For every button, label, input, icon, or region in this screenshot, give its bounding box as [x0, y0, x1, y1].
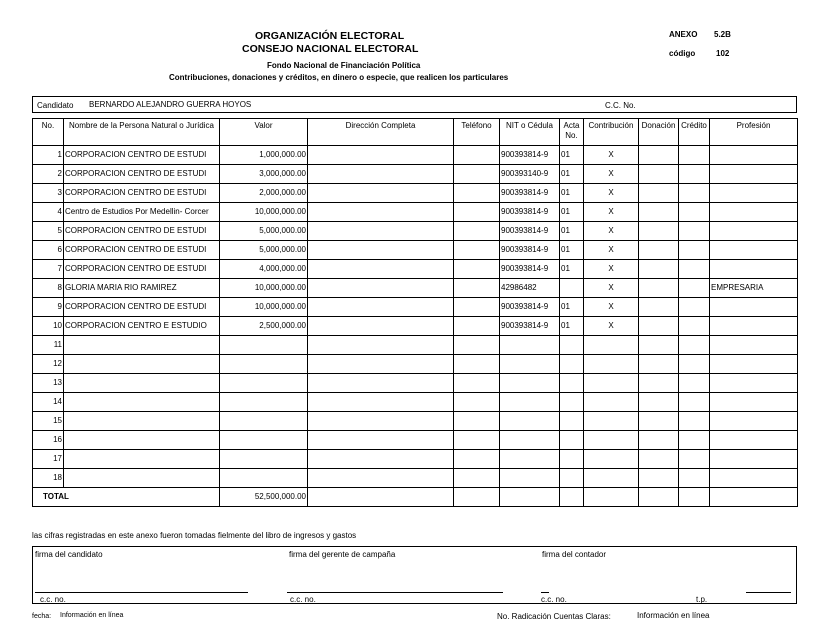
- phone: [454, 146, 500, 165]
- phone: [454, 374, 500, 393]
- donation-mark: [639, 146, 679, 165]
- address: [308, 279, 454, 298]
- address: [308, 393, 454, 412]
- profession: [710, 241, 798, 260]
- contribution-mark: X: [584, 222, 639, 241]
- nit: [500, 393, 560, 412]
- donation-mark: [639, 412, 679, 431]
- contribution-mark: X: [584, 279, 639, 298]
- codigo-value: 102: [716, 49, 730, 58]
- col-header: Profesión: [710, 119, 798, 146]
- credit-mark: [679, 393, 710, 412]
- donor-name: GLORIA MARIA RIO RAMIREZ: [64, 279, 220, 298]
- profession: [710, 165, 798, 184]
- donation-mark: [639, 393, 679, 412]
- row-number: 12: [33, 355, 64, 374]
- donation-mark: [639, 317, 679, 336]
- donation-mark: [639, 222, 679, 241]
- credit-mark: [679, 184, 710, 203]
- amount: [220, 355, 308, 374]
- credit-mark: [679, 355, 710, 374]
- donor-name: [64, 450, 220, 469]
- donor-name: [64, 431, 220, 450]
- profession: [710, 469, 798, 488]
- sig-line-candidate: [35, 592, 248, 593]
- fecha-value: Información en línea: [60, 612, 124, 619]
- donation-mark: [639, 469, 679, 488]
- amount: 2,000,000.00: [220, 184, 308, 203]
- donation-mark: [639, 203, 679, 222]
- contribution-mark: X: [584, 298, 639, 317]
- address: [308, 431, 454, 450]
- phone: [454, 241, 500, 260]
- nit: [500, 431, 560, 450]
- sig-line-tp: [746, 592, 791, 593]
- row-number: 9: [33, 298, 64, 317]
- cc-candidate: c.c. no.: [40, 595, 66, 604]
- nit: 900393814-9: [500, 203, 560, 222]
- nit: [500, 374, 560, 393]
- address: [308, 317, 454, 336]
- address: [308, 298, 454, 317]
- acta-no: 01: [560, 165, 584, 184]
- anexo-value: 5.2B: [714, 30, 731, 39]
- table-row: [33, 279, 798, 298]
- table-row: [33, 412, 798, 431]
- donor-name: CORPORACION CENTRO DE ESTUDI: [64, 260, 220, 279]
- table-row: [33, 298, 798, 317]
- nit: [500, 355, 560, 374]
- candidate-label: Candidato: [37, 101, 74, 110]
- profession: [710, 393, 798, 412]
- donor-name: CORPORACION CENTRO DE ESTUDI: [64, 165, 220, 184]
- nit: 900393814-9: [500, 317, 560, 336]
- profession: [710, 412, 798, 431]
- credit-mark: [679, 279, 710, 298]
- donation-mark: [639, 336, 679, 355]
- acta-no: [560, 412, 584, 431]
- donor-name: [64, 393, 220, 412]
- phone: [454, 260, 500, 279]
- acta-no: 01: [560, 184, 584, 203]
- signature-box: [32, 546, 797, 604]
- acta-no: 01: [560, 317, 584, 336]
- form-subtitle: Contribuciones, donaciones y créditos, en dinero o especie, que realicen los particulares: [169, 73, 509, 82]
- row-number: 10: [33, 317, 64, 336]
- credit-mark: [679, 431, 710, 450]
- profession: [710, 450, 798, 469]
- anexo-label: ANEXO: [669, 30, 698, 39]
- contribution-mark: [584, 355, 639, 374]
- profession: [710, 374, 798, 393]
- codigo-label: código: [669, 49, 696, 58]
- credit-mark: [679, 469, 710, 488]
- sig-candidate-label: firma del candidato: [35, 550, 103, 559]
- address: [308, 184, 454, 203]
- acta-no: 01: [560, 241, 584, 260]
- amount: 4,000,000.00: [220, 260, 308, 279]
- contributions-table: [32, 118, 798, 507]
- address: [308, 260, 454, 279]
- credit-mark: [679, 412, 710, 431]
- total-label: TOTAL: [33, 488, 220, 507]
- profession: EMPRESARIA: [710, 279, 798, 298]
- nit: 900393814-9: [500, 184, 560, 203]
- profession: [710, 298, 798, 317]
- donor-name: CORPORACION CENTRO DE ESTUDI: [64, 184, 220, 203]
- col-header: Donación: [639, 119, 679, 146]
- phone: [454, 450, 500, 469]
- credit-mark: [679, 222, 710, 241]
- credit-mark: [679, 260, 710, 279]
- address: [308, 241, 454, 260]
- col-header: Contribución: [584, 119, 639, 146]
- row-number: 1: [33, 146, 64, 165]
- amount: [220, 450, 308, 469]
- donor-name: [64, 412, 220, 431]
- acta-no: [560, 393, 584, 412]
- acta-no: [560, 469, 584, 488]
- contribution-mark: [584, 374, 639, 393]
- phone: [454, 393, 500, 412]
- donation-mark: [639, 374, 679, 393]
- amount: 2,500,000.00: [220, 317, 308, 336]
- donor-name: CORPORACION CENTRO DE ESTUDI: [64, 222, 220, 241]
- nit: 900393814-9: [500, 260, 560, 279]
- table-row: [33, 222, 798, 241]
- row-number: 13: [33, 374, 64, 393]
- table-row: [33, 450, 798, 469]
- tp-label: t.p.: [696, 595, 708, 604]
- credit-mark: [679, 336, 710, 355]
- donation-mark: [639, 355, 679, 374]
- profession: [710, 203, 798, 222]
- acta-no: [560, 279, 584, 298]
- donation-mark: [639, 450, 679, 469]
- credit-mark: [679, 450, 710, 469]
- donor-name: CORPORACION CENTRO DE ESTUDI: [64, 146, 220, 165]
- cc-manager: c.c. no.: [290, 595, 316, 604]
- row-number: 7: [33, 260, 64, 279]
- col-header: NIT o Cédula: [500, 119, 560, 146]
- address: [308, 146, 454, 165]
- donor-name: Centro de Estudios Por Medellin- Corcer: [64, 203, 220, 222]
- contribution-mark: [584, 469, 639, 488]
- acta-no: 01: [560, 203, 584, 222]
- phone: [454, 355, 500, 374]
- credit-mark: [679, 203, 710, 222]
- row-number: 15: [33, 412, 64, 431]
- phone: [454, 279, 500, 298]
- nit: 900393814-9: [500, 298, 560, 317]
- donor-name: [64, 336, 220, 355]
- sig-accountant-label: firma del contador: [542, 550, 607, 559]
- nit: 42986482: [500, 279, 560, 298]
- cc-accountant: c.c. no.: [541, 595, 567, 604]
- donor-name: [64, 469, 220, 488]
- contribution-mark: X: [584, 203, 639, 222]
- nit: [500, 336, 560, 355]
- table-row: [33, 260, 798, 279]
- table-row: [33, 374, 798, 393]
- table-row: [33, 241, 798, 260]
- table-row: [33, 431, 798, 450]
- profession: [710, 146, 798, 165]
- fund-title: Fondo Nacional de Financiación Política: [267, 61, 421, 70]
- acta-no: [560, 431, 584, 450]
- contribution-mark: [584, 412, 639, 431]
- amount: 10,000,000.00: [220, 279, 308, 298]
- table-row: [33, 203, 798, 222]
- profession: [710, 336, 798, 355]
- address: [308, 412, 454, 431]
- candidate-box: [32, 96, 797, 113]
- donor-name: [64, 355, 220, 374]
- address: [308, 374, 454, 393]
- phone: [454, 165, 500, 184]
- phone: [454, 203, 500, 222]
- row-number: 3: [33, 184, 64, 203]
- phone: [454, 222, 500, 241]
- amount: 1,000,000.00: [220, 146, 308, 165]
- amount: [220, 336, 308, 355]
- nit: [500, 412, 560, 431]
- sig-manager-label: firma del gerente de campaña: [289, 550, 396, 559]
- credit-mark: [679, 146, 710, 165]
- phone: [454, 431, 500, 450]
- table-row: [33, 336, 798, 355]
- amount: [220, 374, 308, 393]
- acta-no: [560, 450, 584, 469]
- acta-no: 01: [560, 222, 584, 241]
- phone: [454, 298, 500, 317]
- address: [308, 450, 454, 469]
- credit-mark: [679, 241, 710, 260]
- amount: 3,000,000.00: [220, 165, 308, 184]
- sig-line-accountant: [541, 592, 549, 593]
- phone: [454, 336, 500, 355]
- profession: [710, 431, 798, 450]
- fecha-label: fecha:: [32, 613, 52, 620]
- contribution-mark: X: [584, 146, 639, 165]
- nit: 900393814-9: [500, 241, 560, 260]
- contribution-mark: X: [584, 165, 639, 184]
- acta-no: [560, 355, 584, 374]
- row-number: 2: [33, 165, 64, 184]
- ledger-note: las cifras registradas en este anexo fueron tomadas fielmente del libro de ingresos y gastos: [32, 531, 357, 540]
- nit: [500, 450, 560, 469]
- acta-no: 01: [560, 146, 584, 165]
- donor-name: [64, 374, 220, 393]
- col-header: Nombre de la Persona Natural o Jurídica: [64, 119, 220, 146]
- donation-mark: [639, 260, 679, 279]
- contribution-mark: X: [584, 241, 639, 260]
- row-number: 18: [33, 469, 64, 488]
- table-row: [33, 393, 798, 412]
- phone: [454, 412, 500, 431]
- contribution-mark: [584, 393, 639, 412]
- donation-mark: [639, 241, 679, 260]
- donor-name: CORPORACION CENTRO E ESTUDIO: [64, 317, 220, 336]
- donation-mark: [639, 184, 679, 203]
- row-number: 8: [33, 279, 64, 298]
- col-header: No.: [33, 119, 64, 146]
- table-row: [33, 146, 798, 165]
- donor-name: CORPORACION CENTRO DE ESTUDI: [64, 241, 220, 260]
- acta-no: 01: [560, 298, 584, 317]
- amount: 5,000,000.00: [220, 241, 308, 260]
- cc-label: C.C. No.: [605, 101, 636, 110]
- contribution-mark: [584, 450, 639, 469]
- amount: [220, 393, 308, 412]
- contribution-mark: [584, 431, 639, 450]
- nit: 900393814-9: [500, 146, 560, 165]
- contribution-mark: X: [584, 184, 639, 203]
- col-header: Crédito: [679, 119, 710, 146]
- amount: 10,000,000.00: [220, 203, 308, 222]
- credit-mark: [679, 317, 710, 336]
- total-value: 52,500,000.00: [220, 488, 308, 507]
- col-header: Teléfono: [454, 119, 500, 146]
- credit-mark: [679, 298, 710, 317]
- org-title: ORGANIZACIÓN ELECTORAL: [255, 30, 405, 42]
- col-header: Valor: [220, 119, 308, 146]
- address: [308, 165, 454, 184]
- amount: [220, 469, 308, 488]
- amount: 10,000,000.00: [220, 298, 308, 317]
- contribution-mark: X: [584, 260, 639, 279]
- address: [308, 469, 454, 488]
- acta-no: [560, 336, 584, 355]
- amount: 5,000,000.00: [220, 222, 308, 241]
- table-row: [33, 469, 798, 488]
- radicacion-label: No. Radicación Cuentas Claras:: [497, 612, 611, 621]
- contribution-mark: X: [584, 317, 639, 336]
- table-row: [33, 355, 798, 374]
- table-row: [33, 184, 798, 203]
- row-number: 16: [33, 431, 64, 450]
- donation-mark: [639, 279, 679, 298]
- amount: [220, 431, 308, 450]
- acta-no: 01: [560, 260, 584, 279]
- row-number: 4: [33, 203, 64, 222]
- address: [308, 222, 454, 241]
- radicacion-value: Información en línea: [637, 611, 710, 620]
- row-number: 14: [33, 393, 64, 412]
- phone: [454, 317, 500, 336]
- address: [308, 203, 454, 222]
- profession: [710, 355, 798, 374]
- row-number: 17: [33, 450, 64, 469]
- col-header: Acta No.: [560, 119, 584, 146]
- profession: [710, 222, 798, 241]
- donation-mark: [639, 431, 679, 450]
- candidate-name: BERNARDO ALEJANDRO GUERRA HOYOS: [89, 100, 252, 109]
- address: [308, 336, 454, 355]
- donor-name: CORPORACION CENTRO DE ESTUDI: [64, 298, 220, 317]
- table-header-row: [33, 119, 798, 146]
- profession: [710, 260, 798, 279]
- phone: [454, 184, 500, 203]
- nit: 900393814-9: [500, 222, 560, 241]
- amount: [220, 412, 308, 431]
- row-number: 11: [33, 336, 64, 355]
- address: [308, 355, 454, 374]
- donation-mark: [639, 165, 679, 184]
- profession: [710, 184, 798, 203]
- nit: [500, 469, 560, 488]
- total-row: [33, 488, 798, 507]
- donation-mark: [639, 298, 679, 317]
- nit: 900393140-9: [500, 165, 560, 184]
- credit-mark: [679, 165, 710, 184]
- row-number: 6: [33, 241, 64, 260]
- row-number: 5: [33, 222, 64, 241]
- credit-mark: [679, 374, 710, 393]
- profession: [710, 317, 798, 336]
- sig-line-manager: [287, 592, 503, 593]
- phone: [454, 469, 500, 488]
- table-row: [33, 317, 798, 336]
- col-header: Dirección Completa: [308, 119, 454, 146]
- table-row: [33, 165, 798, 184]
- contribution-mark: [584, 336, 639, 355]
- acta-no: [560, 374, 584, 393]
- council-title: CONSEJO NACIONAL ELECTORAL: [242, 43, 419, 55]
